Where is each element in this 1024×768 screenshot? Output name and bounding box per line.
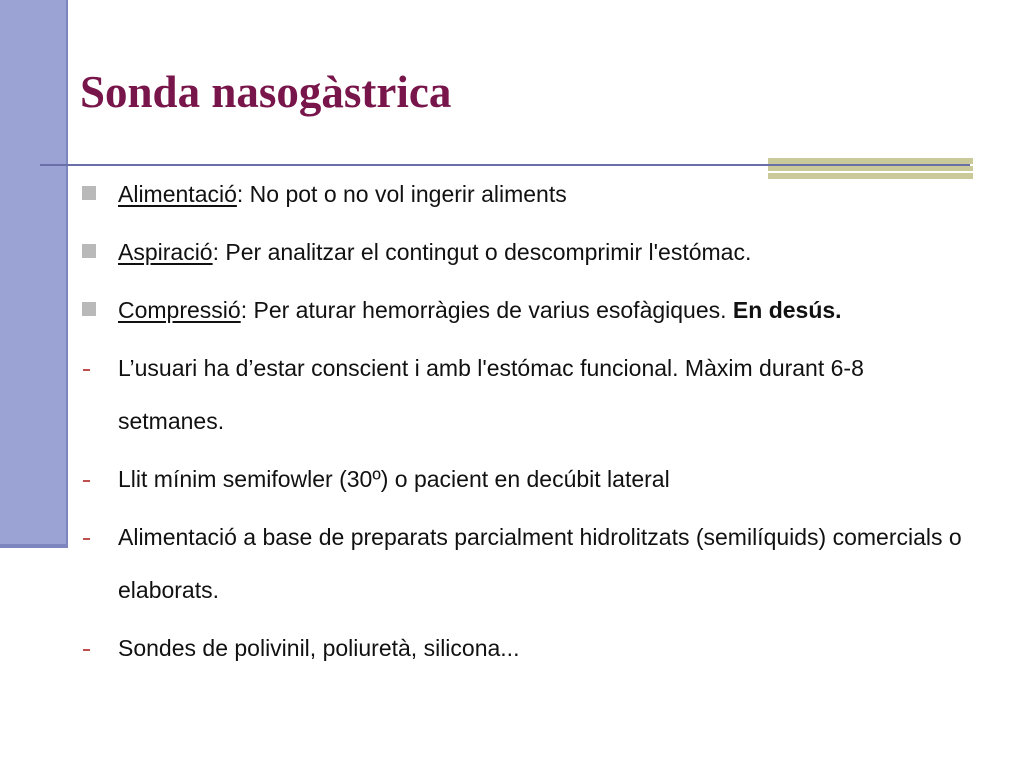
item-term: Compressió	[118, 297, 241, 323]
dash-bullet-icon	[82, 622, 102, 675]
dash-bullet-icon	[82, 342, 102, 395]
accent-bar	[768, 158, 973, 164]
item-text: Sondes de polivinil, poliuretà, silicona...	[118, 635, 520, 661]
item-text: Alimentació a base de preparats parcialment hidrolitzats (semilíquids) comercials o elaborats.	[118, 524, 962, 603]
sidebar-edge-decoration	[66, 0, 68, 548]
item-emphasis: En desús.	[732, 297, 842, 323]
item-text: Llit mínim semifowler (30º) o pacient en decúbit lateral	[118, 466, 670, 492]
list-item	[78, 284, 968, 337]
sidebar-shadow-decoration	[0, 544, 68, 548]
square-bullet-icon	[82, 284, 102, 337]
item-term: Aspiració	[118, 239, 213, 265]
list-item	[78, 226, 968, 279]
item-text: : No pot o no vol ingerir aliments	[236, 181, 567, 207]
square-bullet-icon	[82, 168, 102, 221]
dash-bullet-icon	[82, 511, 102, 564]
item-text: : Per aturar hemorràgies de varius esofàgiques.	[240, 297, 733, 323]
item-text: : Per analitzar el contingut o descomprimir l'estómac.	[212, 239, 752, 265]
list-item	[78, 168, 968, 221]
dash-bullet-icon	[82, 453, 102, 506]
slide-title: Sonda nasogàstrica	[80, 67, 452, 117]
list-item	[78, 453, 968, 506]
item-term: Alimentació	[118, 181, 237, 207]
bullet-list	[78, 168, 968, 680]
list-item	[78, 511, 968, 617]
sidebar-decoration	[0, 0, 66, 546]
item-text: L’usuari ha d’estar conscient i amb l'estómac funcional. Màxim durant 6-8 setmanes.	[118, 355, 864, 434]
list-item	[78, 622, 968, 675]
square-bullet-icon	[82, 226, 102, 279]
list-item	[78, 342, 968, 448]
